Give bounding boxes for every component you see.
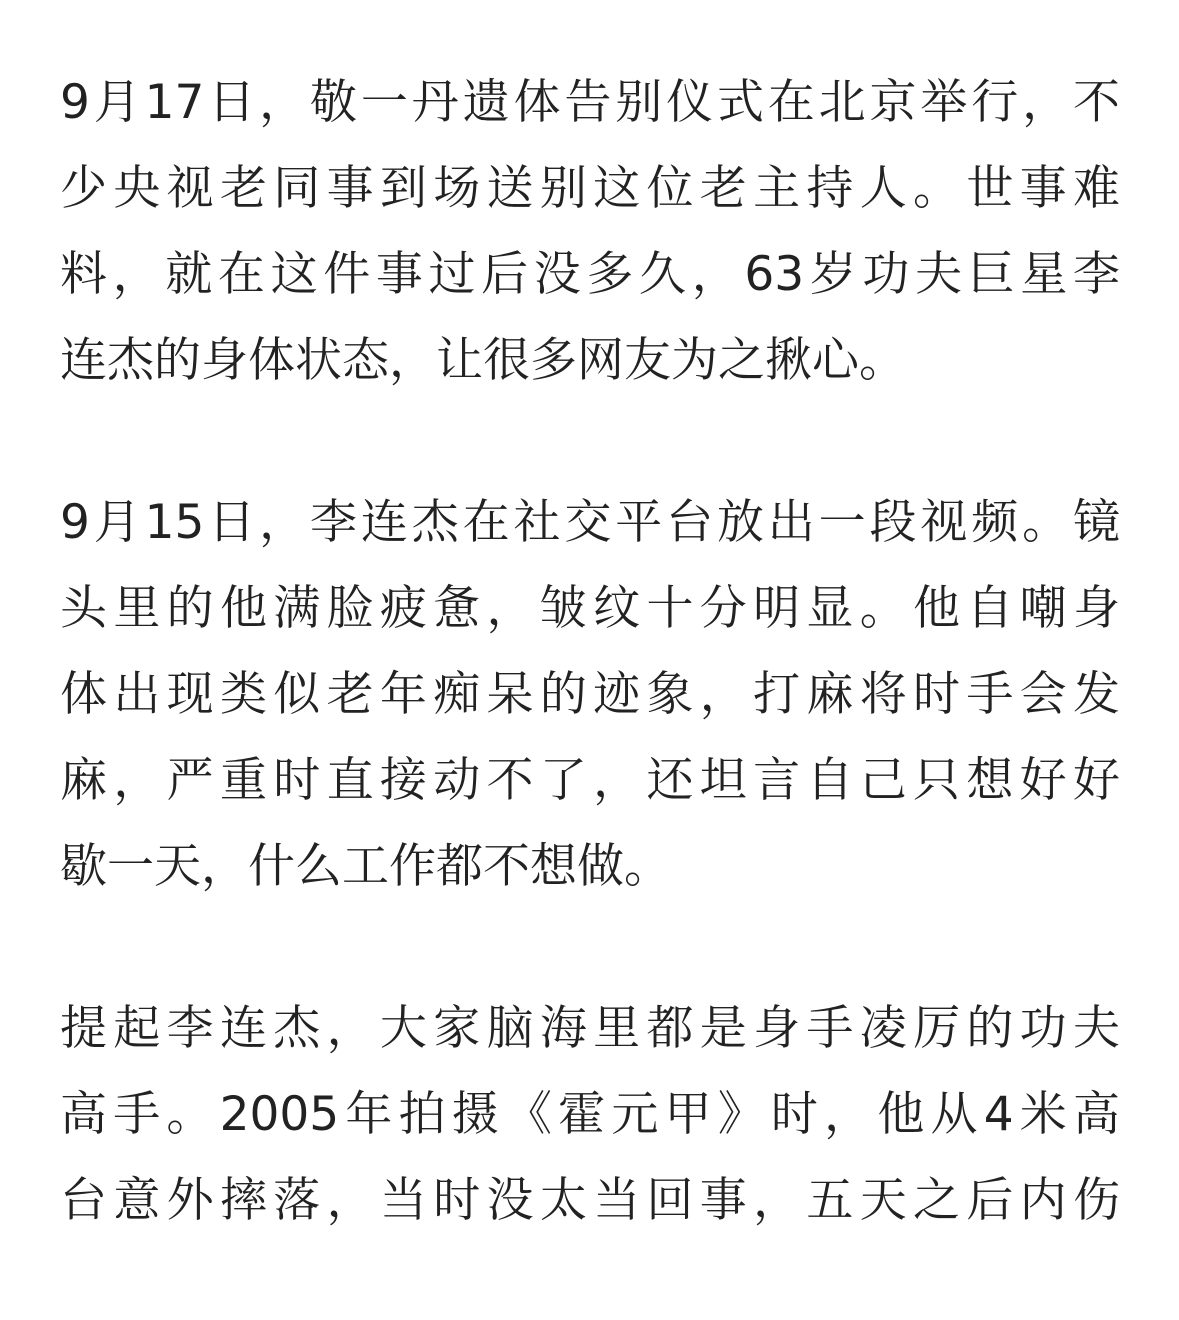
text-line: 连杰的身体状态，让很多网友为之揪心。 — [60, 333, 906, 388]
text-line: 料，就在这件事过后没多久，63岁功夫巨星李 — [60, 247, 1120, 302]
text-line: 头里的他满脸疲惫，皱纹十分明显。他自嘲身 — [60, 581, 1120, 636]
text-line: 9月17日，敬一丹遗体告别仪式在北京举行，不 — [60, 75, 1120, 130]
text-line: 提起李连杰，大家脑海里都是身手凌厉的功夫 — [60, 1001, 1120, 1056]
text-line: 体出现类似老年痴呆的迹象，打麻将时手会发 — [60, 667, 1120, 722]
text-line: 高手。2005年拍摄《霍元甲》时，他从4米高 — [60, 1087, 1120, 1142]
paragraph-2 — [60, 480, 1120, 910]
text-line: 9月15日，李连杰在社交平台放出一段视频。镜 — [60, 495, 1120, 550]
text-line: 台意外摔落，当时没太当回事，五天之后内伤 — [60, 1173, 1120, 1228]
text-line: 歇一天，什么工作都不想做。 — [60, 839, 671, 894]
article-body — [60, 60, 1120, 1320]
paragraph-1 — [60, 60, 1120, 404]
text-line: 麻，严重时直接动不了，还坦言自己只想好好 — [60, 753, 1120, 808]
paragraph-3 — [60, 986, 1120, 1244]
text-line: 少央视老同事到场送别这位老主持人。世事难 — [60, 161, 1120, 216]
